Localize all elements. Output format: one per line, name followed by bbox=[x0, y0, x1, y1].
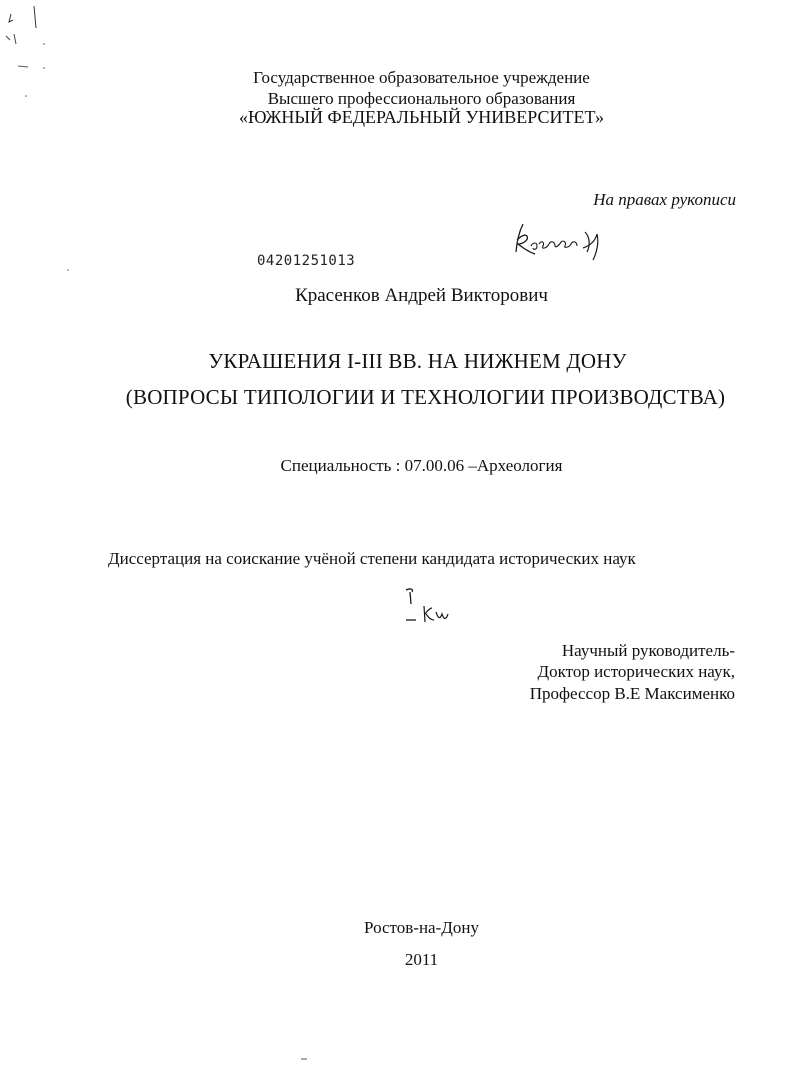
signature-icon bbox=[505, 218, 605, 268]
dissertation-title-line-1: УКРАШЕНИЯ I-III ВВ. НА НИЖНЕМ ДОНУ bbox=[208, 349, 627, 373]
city: Ростов-на-Дону bbox=[364, 918, 479, 937]
handwritten-note bbox=[398, 586, 458, 626]
supervisor-label: Научный руководитель- bbox=[561, 641, 735, 660]
dissertation-statement: Диссертация на соискание учёной степени кандидата исторических наук bbox=[108, 549, 636, 568]
author-signature bbox=[505, 218, 605, 268]
manuscript-rights-note: На правах рукописи bbox=[593, 190, 736, 209]
scan-speck-icon bbox=[300, 1056, 310, 1062]
institution-name: «ЮЖНЫЙ ФЕДЕРАЛЬНЫЙ УНИВЕРСИТЕТ» bbox=[238, 107, 604, 127]
institution-line-1: Государственное образовательное учреждение bbox=[253, 68, 590, 87]
author-name: Красенков Андрей Викторович bbox=[295, 285, 548, 306]
year: 2011 bbox=[404, 950, 439, 969]
institution-line-2: Высшего профессионального образования bbox=[267, 89, 576, 108]
supervisor-degree: Доктор исторических наук, bbox=[537, 662, 735, 681]
document-code: 04201251013 bbox=[257, 253, 356, 269]
supervisor-name: Профессор В.Е Максименко bbox=[529, 684, 735, 703]
specialty: Специальность : 07.00.06 –Археология bbox=[280, 456, 563, 475]
handwritten-mark-icon bbox=[398, 586, 458, 626]
dissertation-title-line-2: (ВОПРОСЫ ТИПОЛОГИИ И ТЕХНОЛОГИИ ПРОИЗВОДСТВА) bbox=[125, 385, 726, 409]
